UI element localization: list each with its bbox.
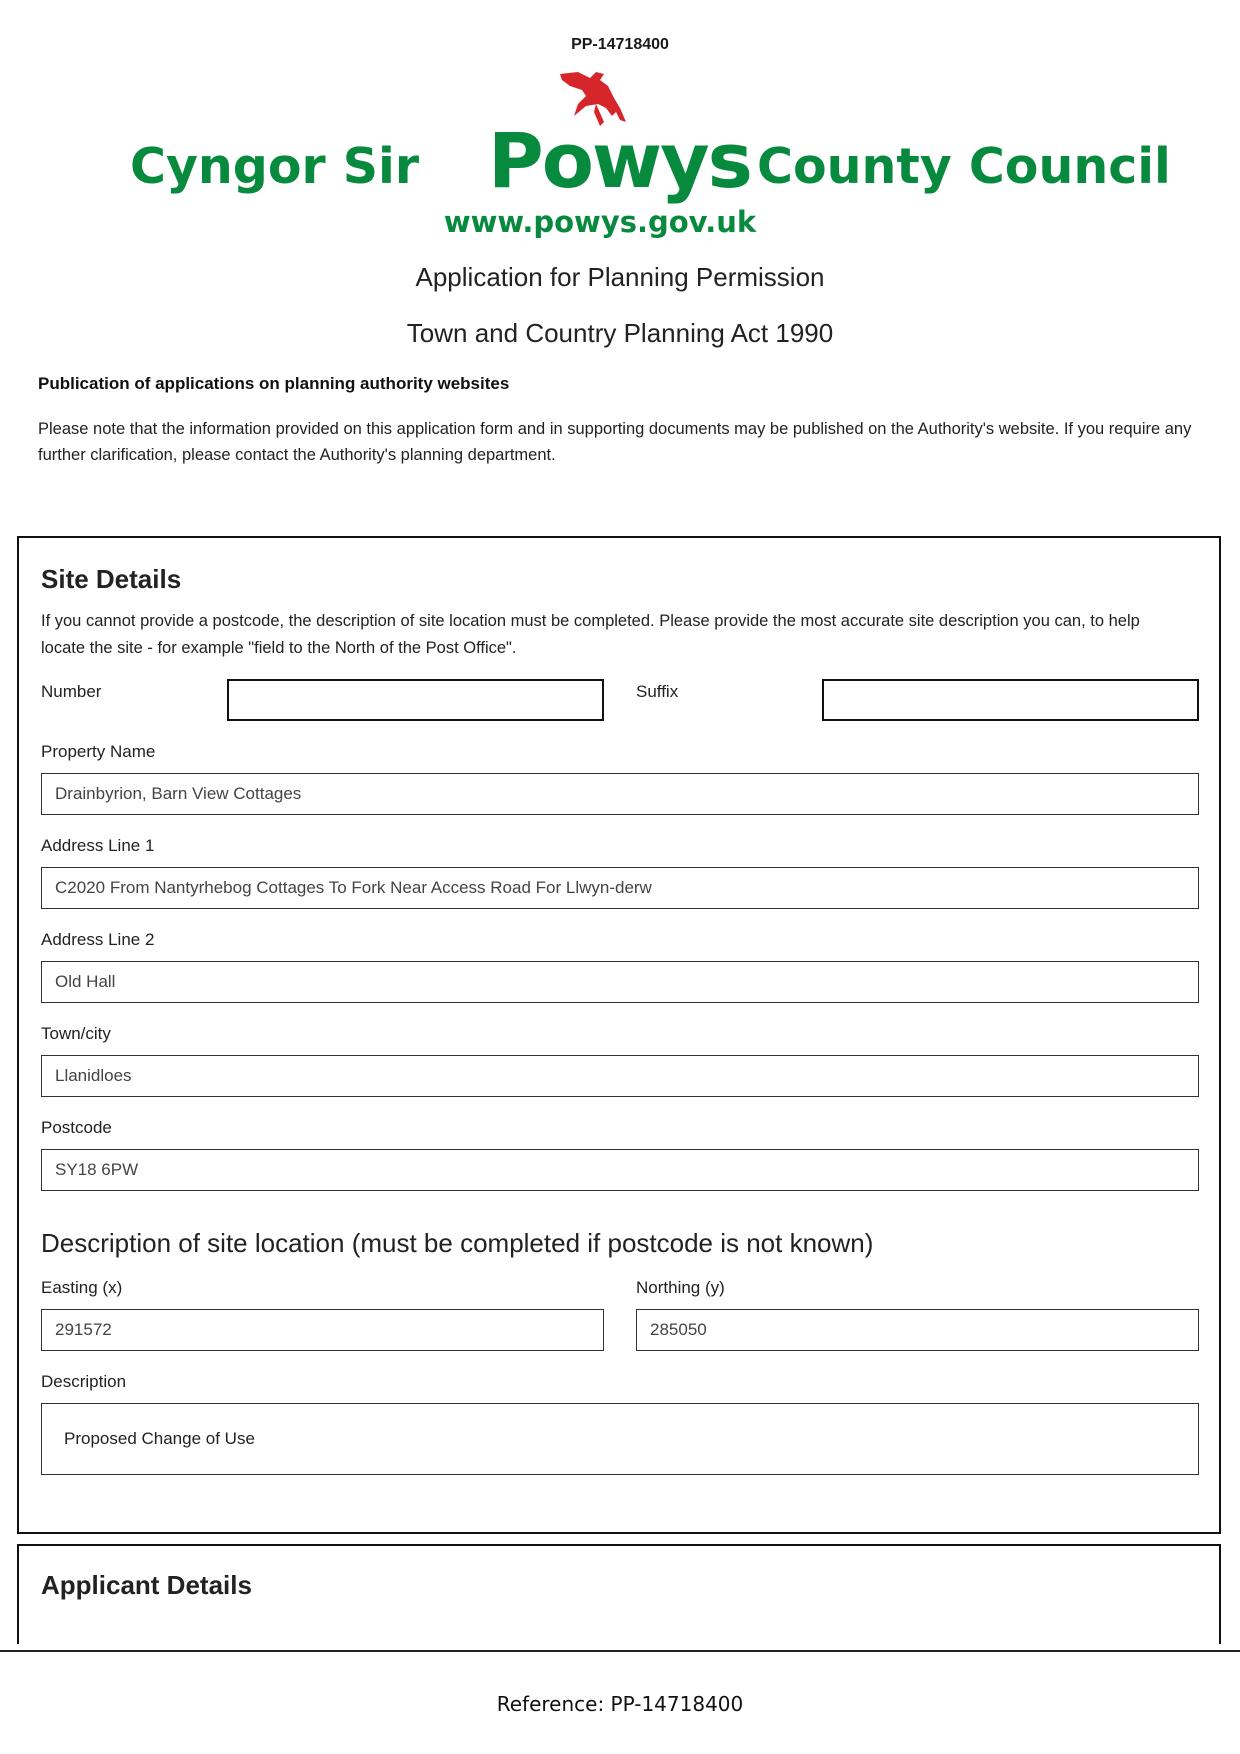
council-logo [0,60,1240,250]
number-label: Number [41,682,102,701]
address-line2-label: Address Line 2 [41,930,155,949]
northing-label: Northing (y) [636,1278,725,1297]
easting-field[interactable]: 291572 [41,1309,604,1351]
publication-notice: Please note that the information provided on this application form and in supporting documents may be published on the Authority's website. If you require any further clarification, please contact the Authority's planning department. [38,420,1192,464]
description-field[interactable]: Proposed Change of Use [41,1403,1199,1475]
address-line1-label: Address Line 1 [41,836,155,855]
site-location-heading: Description of site location (must be completed if postcode is not known) [41,1228,874,1258]
form-title: Application for Planning Permission [415,262,825,292]
reference-number-top: PP-14718400 [571,36,669,53]
easting-label: Easting (x) [41,1278,123,1297]
suffix-field[interactable] [822,679,1199,721]
footer-divider [0,1650,1240,1652]
logo-english-text: County Council [757,138,1171,195]
applicant-details-panel [17,1544,1221,1644]
site-details-panel [17,536,1221,1534]
number-field[interactable] [227,679,604,721]
applicant-details-heading: Applicant Details [41,1570,252,1600]
postcode-label: Postcode [41,1118,112,1137]
town-label: Town/city [41,1024,111,1043]
northing-field[interactable]: 285050 [636,1309,1199,1351]
property-name-field[interactable]: Drainbyrion, Barn View Cottages [41,773,1199,815]
address-line2-field[interactable]: Old Hall [41,961,1199,1003]
footer-reference: Reference: PP-14718400 [496,1692,744,1716]
site-details-heading: Site Details [41,564,182,594]
logo-website-url: www.powys.gov.uk [443,205,757,239]
address-line1-field[interactable]: C2020 From Nantyrhebog Cottages To Fork Near Access Road For Llwyn-derw [41,867,1199,909]
logo-welsh-text: Cyngor Sir [130,138,419,195]
site-details-intro: If you cannot provide a postcode, the description of site location must be completed. Please provide the most accurate site description you can, to help locate the site - for example "field to the North of the Post Office". [41,612,1140,657]
suffix-label: Suffix [636,682,679,701]
description-label: Description [41,1372,127,1391]
town-field[interactable]: Llanidloes [41,1055,1199,1097]
logo-powys-text: Powys [488,116,751,205]
property-name-label: Property Name [41,742,156,761]
publication-heading: Publication of applications on planning authority websites [38,374,510,393]
form-subtitle: Town and Country Planning Act 1990 [406,318,834,348]
postcode-field[interactable]: SY18 6PW [41,1149,1199,1191]
